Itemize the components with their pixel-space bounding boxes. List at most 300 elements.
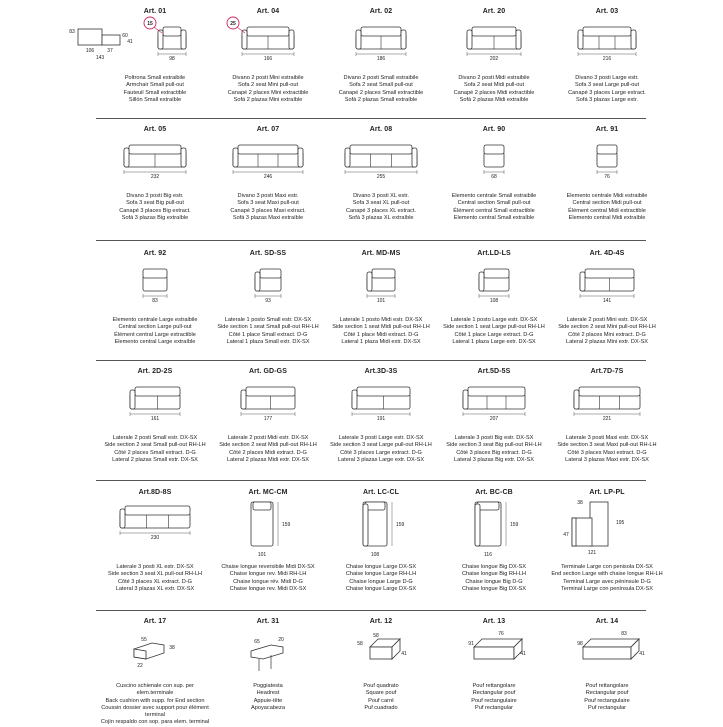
description-line: Pouf rettangolare [472, 683, 516, 689]
product-cell [98, 126, 212, 222]
product-diagram [550, 500, 664, 562]
description-line: Chaise longue rev. Midi RH-LH [229, 571, 307, 578]
description-line: Elemento centrale Midi estraibile [566, 193, 648, 199]
article-code: Art. BC-CB [475, 489, 513, 496]
dimension-label: 166 [263, 56, 273, 62]
description-line: Lateral 3 plazas Big extr. DX-SX [454, 456, 534, 463]
description-line: Sofa 3 seat Big pull-out [126, 200, 184, 207]
article-code: Art. 08 [369, 126, 393, 133]
product-diagram [437, 21, 551, 73]
description-line: Central section Midi pull-out [572, 200, 642, 207]
description-line: Pouf rectangulaire [584, 697, 630, 704]
product-description [98, 317, 212, 346]
description-line: Lateral 3 plazas Maxi extr. DX-SX [565, 456, 649, 463]
dimension-label: 177 [263, 416, 273, 422]
dimension-label: 230 [150, 535, 160, 541]
product-description [211, 193, 325, 222]
dimension-label: 15 [147, 21, 153, 27]
description-line: Sofa 3 seat XL pull-out [352, 200, 410, 207]
dimension-label: 191 [376, 416, 386, 422]
description-line: Côté 1 place Small extract. D-G [228, 331, 308, 338]
description-line: Terminal Large avec péninsule D-G [563, 578, 651, 585]
article-code: Art.3D-3S [364, 368, 398, 375]
description-line: Laterale 1 posto Small estr. DX-SX [224, 317, 312, 323]
product-cell [437, 618, 551, 712]
description-line: Side section 3 seat Large pull-out RH-LH [330, 442, 432, 449]
dimension-label: 41 [401, 651, 407, 657]
article-code: Art. 07 [256, 126, 280, 133]
description-line: Armchair Small pull-out [126, 82, 184, 89]
description-line: Side section 3 seat Big pull-out RH-LH [446, 442, 542, 449]
product-description [98, 683, 212, 727]
sofa-drawing [578, 27, 636, 56]
description-line: Élément central Midi extractible [568, 207, 646, 214]
description-line: Lateral 3 plazas Large extr. DX-SX [337, 456, 425, 463]
article-code: Art. 17 [143, 618, 167, 625]
description-line: Elemento central Large extraíble [114, 338, 196, 345]
description-line: Chaise longue Large DX-SX [345, 564, 417, 570]
dimension-label: 68 [491, 174, 497, 180]
article-code: Art. LC-CL [363, 489, 399, 496]
product-figure [437, 21, 551, 73]
product-description [98, 435, 212, 464]
product-cell [437, 250, 551, 346]
dimension-label: 60 [122, 33, 128, 39]
sofa-drawing [597, 145, 617, 174]
description-line: Puf rectangular [475, 704, 513, 711]
sofa-drawing [124, 145, 186, 174]
article-code: Art. 91 [595, 126, 619, 133]
product-diagram [98, 139, 212, 191]
article-code: Art. 90 [482, 126, 506, 133]
sofa-drawing [130, 387, 180, 416]
product-diagram [211, 263, 325, 315]
sofa-drawing [255, 269, 281, 298]
description-line: Side section 2 seat Mini pull-out RH-LH [558, 324, 656, 331]
description-line: Chaise longue reversibile Midi DX-SX [221, 564, 315, 570]
article-code: Art.7D-7S [590, 368, 624, 375]
product-description [550, 564, 664, 593]
product-figure [437, 263, 551, 315]
dimension-label: 58 [357, 641, 363, 647]
product-diagram [324, 263, 438, 315]
sofa-drawing [467, 27, 521, 56]
product-description [98, 75, 212, 104]
product-description [211, 75, 325, 104]
product-figure [437, 381, 551, 433]
description-line: Central section Small pull-out [457, 200, 531, 207]
dimension-label: 207 [489, 416, 499, 422]
article-code: Art. 13 [482, 618, 506, 625]
description-line: Fauteuil Small extractible [123, 89, 187, 96]
product-description [437, 75, 551, 104]
description-line: Divano 3 posti XL estr. [353, 193, 409, 199]
product-figure [98, 263, 212, 315]
description-line: Côté 3 places XL extract. D-G [117, 578, 193, 585]
description-line: Side section 2 seat Midi pull-out RH-LH [219, 442, 317, 449]
description-line: Chaise longue rév. Midi D-G [233, 578, 303, 585]
sofa-drawing [143, 269, 167, 298]
dimension-label: 159 [510, 522, 519, 528]
description-line: Laterale 3 posti Big estr. DX-SX [454, 435, 534, 441]
product-cell [437, 368, 551, 464]
description-line: Lateral 1 plaza Midi extr. DX-SX [341, 338, 421, 345]
description-line: Headrest [256, 690, 280, 697]
product-figure [550, 139, 664, 191]
product-figure [324, 263, 438, 315]
product-cell [324, 489, 438, 593]
description-line: Poggiatesta [253, 683, 283, 689]
product-cell [550, 489, 664, 593]
dimension-label: 101 [376, 298, 386, 304]
product-cell [69, 8, 212, 104]
dimension-label: 76 [604, 174, 610, 180]
product-figure [437, 631, 551, 675]
sofa-drawing [463, 387, 525, 416]
dimension-label: 38 [577, 500, 583, 506]
product-description [550, 683, 664, 712]
product-figure [211, 381, 325, 433]
dimension-label: 161 [150, 416, 160, 422]
description-line: Lateral 2 plazas Mini extr. DX-SX [565, 338, 649, 345]
description-line: Lateral 1 plaza Large extr. DX-SX [452, 338, 536, 345]
sofa-drawing [158, 27, 186, 56]
product-description [437, 193, 551, 222]
product-cell [324, 618, 438, 712]
dimension-label: 216 [602, 56, 612, 62]
product-figure [550, 631, 664, 675]
description-line: Sofa 3 seat Large pull-out [574, 82, 640, 89]
article-code: Art. 31 [256, 618, 280, 625]
description-line: Divano 2 posti Midi estraibile [458, 75, 530, 81]
description-line: Chaise longue Big RH-LH [461, 571, 527, 578]
product-figure [550, 263, 664, 315]
description-line: Pouf quadrato [363, 683, 399, 689]
description-line: Sofá 2 plazas Small extraíble [344, 96, 418, 103]
dimension-label: 38 [169, 645, 175, 651]
article-code: Art. 03 [595, 8, 619, 15]
product-cell [550, 126, 664, 222]
dimension-label: 22 [137, 663, 143, 669]
product-diagram [69, 21, 212, 73]
dimension-label: 47 [563, 532, 569, 538]
description-line: Elemento centrale Large estraibile [112, 317, 198, 323]
back-cushion-drawing [134, 643, 164, 659]
description-line: Laterale 3 posti Large estr. DX-SX [338, 435, 424, 441]
description-line: Divano 3 posti Big estr. [126, 193, 184, 199]
description-line: Sofá 3 plazas XL extraíble [348, 214, 414, 221]
dimension-label: 159 [396, 522, 405, 528]
dimension-label: 159 [282, 522, 291, 528]
dimension-label: 58 [373, 633, 379, 639]
dimension-label: 246 [263, 174, 273, 180]
product-description [98, 564, 212, 593]
dimension-label: 91 [468, 641, 474, 647]
row-separator [96, 360, 646, 361]
product-cell [550, 618, 664, 712]
dimension-label: 108 [370, 552, 380, 558]
product-diagram [550, 263, 664, 315]
description-line: Laterale 1 posto Midi estr. DX-SX [339, 317, 423, 323]
dimension-label: 25 [230, 21, 236, 27]
article-code: Art.5D-5S [477, 368, 511, 375]
product-cell [211, 126, 325, 222]
description-line: Poltrona Small estraibile [124, 75, 186, 81]
sofa-drawing [233, 145, 303, 174]
description-line: Chaise longue Big D-G [465, 578, 523, 585]
article-code: Art. 12 [369, 618, 393, 625]
description-line: Central section Large pull-out [118, 324, 192, 331]
sofa-drawing [574, 387, 640, 416]
description-line: Côté 1 place Midi extract. D-G [343, 331, 419, 338]
description-line: Lateral 1 plaza Small extr. DX-SX [226, 338, 310, 345]
description-line: Pouf carré [368, 697, 394, 704]
sofa-drawing [241, 387, 295, 416]
description-line: Canapé 2 places Small extractible [338, 89, 424, 96]
description-line: Square pouf [365, 690, 397, 697]
article-code: Art. 92 [143, 250, 167, 257]
product-description [437, 683, 551, 712]
description-line: Sillón Small extraíble [128, 96, 182, 103]
description-line: Side section 3 seat XL pull-out RH-LH [107, 571, 202, 578]
description-line: Chaise longue Big DX-SX [461, 585, 527, 592]
product-cell [98, 489, 212, 593]
description-line: Chaise longue Large DX-SX [345, 585, 417, 592]
sofa-drawing [345, 145, 417, 174]
product-description [98, 193, 212, 222]
product-cell [211, 250, 325, 346]
sofa-drawing [120, 506, 190, 535]
description-line: Côté 3 places Big extract. D-G [456, 449, 532, 456]
description-line: Sofa 2 seat Mini pull-out [237, 82, 298, 89]
product-figure [324, 500, 438, 562]
product-diagram [211, 500, 325, 562]
description-line: Chaise longue Big DX-SX [461, 564, 527, 570]
sofa-drawing [479, 269, 509, 298]
product-description [211, 317, 325, 346]
dimension-label: 116 [484, 552, 492, 558]
product-figure [324, 381, 438, 433]
article-code: Art. 02 [369, 8, 393, 15]
dimension-label: 202 [489, 56, 499, 62]
description-line: Pouf rettangolare [585, 683, 629, 689]
row-separator [96, 240, 646, 241]
dimension-label: 93 [265, 298, 271, 304]
product-diagram [98, 263, 212, 315]
dimension-label: 76 [498, 631, 504, 637]
product-cell [211, 489, 325, 593]
product-diagram [324, 139, 438, 191]
product-diagram [211, 139, 325, 191]
product-diagram [98, 631, 212, 675]
description-line: Appuie-tête [253, 697, 283, 704]
product-diagram [550, 381, 664, 433]
description-line: Side section 2 seat Small pull-out RH-LH [104, 442, 206, 449]
description-line: Laterale 3 posti Maxi estr. DX-SX [565, 435, 649, 441]
description-line: Laterale 2 posti Mini estr. DX-SX [566, 317, 648, 323]
description-line: Laterale 2 posti Small estr. DX-SX [112, 435, 198, 441]
dimension-label: 101 [257, 552, 267, 558]
product-figure [324, 21, 438, 73]
product-cell [324, 126, 438, 222]
dimension-label: 20 [278, 637, 284, 643]
product-description [211, 564, 325, 593]
product-description [324, 683, 438, 712]
description-line: Sofa 3 seat Maxi pull-out [237, 200, 299, 207]
product-diagram [550, 631, 664, 675]
product-diagram [437, 500, 551, 562]
product-diagram [437, 381, 551, 433]
product-figure [324, 631, 438, 675]
product-diagram [324, 381, 438, 433]
description-line: Laterale 2 posti Midi estr. DX-SX [227, 435, 309, 441]
dimension-label: 108 [489, 298, 499, 304]
description-line: Cuscino schienale con sup. per elem.terminale [116, 683, 194, 697]
description-line: Coussin dossier avec support pour élément terminal [101, 704, 209, 719]
description-line: Side section 1 seat Midi pull-out RH-LH [332, 324, 430, 331]
description-line: Divano 2 posti Small estraibile [343, 75, 419, 81]
article-code: Art. MC-CM [248, 489, 288, 496]
description-line: Sofá 2 plazas Midi extraíble [459, 96, 529, 103]
product-figure [211, 263, 325, 315]
description-line: Canapé 3 places Large extract. [568, 89, 646, 96]
product-figure [69, 21, 212, 73]
description-line: Puf cuadrado [364, 704, 398, 711]
product-diagram [437, 139, 551, 191]
product-description [550, 75, 664, 104]
description-line: Terminale Large con penisola DX-SX [561, 564, 653, 570]
product-diagram [211, 381, 325, 433]
description-line: Side section 1 seat Large pull-out RH-LH [443, 324, 545, 331]
description-line: Elemento central Midi extraíble [568, 214, 646, 221]
sofa-drawing [242, 27, 294, 56]
description-line: Rectangular pouf [472, 690, 516, 697]
dimension-label: 186 [376, 56, 386, 62]
product-diagram [324, 21, 438, 73]
article-code: Art. 05 [143, 126, 167, 133]
product-figure [98, 631, 212, 675]
dimension-label: 106 [85, 48, 95, 54]
dimension-label: 65 [254, 639, 260, 645]
article-code: Art. 04 [256, 8, 280, 15]
description-line: Laterale 3 posti XL estr. DX-SX [116, 564, 194, 570]
description-line: Divano 2 posti Mini estraibile [232, 75, 304, 81]
product-cell [324, 368, 438, 464]
dimension-label: 98 [169, 56, 175, 62]
sofa-drawing [484, 145, 504, 174]
sofa-drawing [580, 269, 634, 298]
product-description [550, 193, 664, 222]
product-figure [550, 381, 664, 433]
article-code: Art. 2D-2S [137, 368, 173, 375]
product-figure [211, 631, 325, 675]
description-line: Sofá 3 plazas Big extraíble [121, 214, 189, 221]
row-separator [96, 480, 646, 481]
pouf-drawing [583, 639, 639, 659]
description-line: Côté 3 places Maxi extract. D-G [567, 449, 647, 456]
article-code: Art.8D-8S [138, 489, 172, 496]
description-line: Chaise longue rev. Midi DX-SX [229, 585, 307, 592]
product-description [211, 435, 325, 464]
description-line: Lateral 2 plazas Small extr. DX-SX [112, 456, 198, 463]
pouf-drawing [474, 639, 522, 659]
dimension-label: 83 [621, 631, 627, 637]
terminal-peninsula-drawing [572, 502, 608, 546]
product-cell [211, 8, 325, 104]
description-line: Côté 2 places Mini extract. D-G [568, 331, 646, 338]
description-line: Elemento central Small extraíble [453, 214, 535, 221]
chaise-drawing [363, 502, 392, 546]
sofa-drawing [356, 27, 406, 56]
product-cell [98, 368, 212, 464]
product-cell [550, 250, 664, 346]
dimension-label: 55 [141, 637, 147, 643]
dimension-label: 83 [152, 298, 158, 304]
product-cell [550, 8, 664, 104]
product-description [324, 317, 438, 346]
dimension-label: 255 [376, 174, 386, 180]
description-line: Terminal Large con península DX-SX [560, 585, 654, 592]
description-line: Back cushion with supp. for End section [105, 697, 205, 704]
description-line: End section Large with chaise longue RH-LH [551, 571, 663, 578]
product-figure [437, 500, 551, 562]
row-separator [96, 610, 646, 611]
product-diagram [324, 500, 438, 562]
product-cell [211, 368, 325, 464]
description-line: Côté 2 places Midi extract. D-G [229, 449, 307, 456]
product-figure [550, 21, 664, 73]
description-line: Sofá 3 plazas Maxi extraíble [232, 214, 304, 221]
product-figure [437, 139, 551, 191]
article-code: Art. MD-MS [361, 250, 401, 257]
chaise-drawing [475, 502, 506, 546]
product-figure [324, 139, 438, 191]
pouf-drawing [370, 639, 400, 659]
product-cell [437, 126, 551, 222]
description-line: Lateral 3 plazas XL extr. DX-SX [115, 585, 195, 592]
description-line: Sofá 2 plazas Mini extraíble [233, 96, 303, 103]
product-diagram [98, 381, 212, 433]
product-diagram [437, 631, 551, 675]
product-cell [98, 618, 212, 727]
dimension-label: 221 [602, 416, 612, 422]
article-code: Art. 01 [143, 8, 167, 15]
dimension-label: 195 [616, 520, 625, 526]
description-line: Pouf rectangulaire [471, 697, 517, 704]
product-diagram [98, 500, 212, 562]
description-line: Élément central Large extractible [114, 331, 196, 338]
product-figure [211, 500, 325, 562]
article-code: Art. SD-SS [249, 250, 287, 257]
product-description [550, 317, 664, 346]
sofa-drawing [367, 269, 395, 298]
product-cell [98, 250, 212, 346]
article-code: Art. 20 [482, 8, 506, 15]
product-cell [437, 8, 551, 104]
description-line: Sofá 3 plazas Large extr. [576, 96, 638, 103]
article-code: Art.LD-LS [477, 250, 511, 257]
description-line: Elemento centrale Small estraibile [451, 193, 537, 199]
description-line: Side section 3 seat Maxi pull-out RH-LH [557, 442, 657, 449]
product-cell [324, 250, 438, 346]
armchair-side-view [78, 29, 120, 45]
description-line: Divano 3 posti Large estr. [575, 75, 639, 81]
product-diagram [550, 21, 664, 73]
description-line: Sofa 2 seat Midi pull-out [463, 82, 524, 89]
chaise-drawing [251, 502, 278, 546]
product-figure [211, 139, 325, 191]
product-cell [437, 489, 551, 593]
